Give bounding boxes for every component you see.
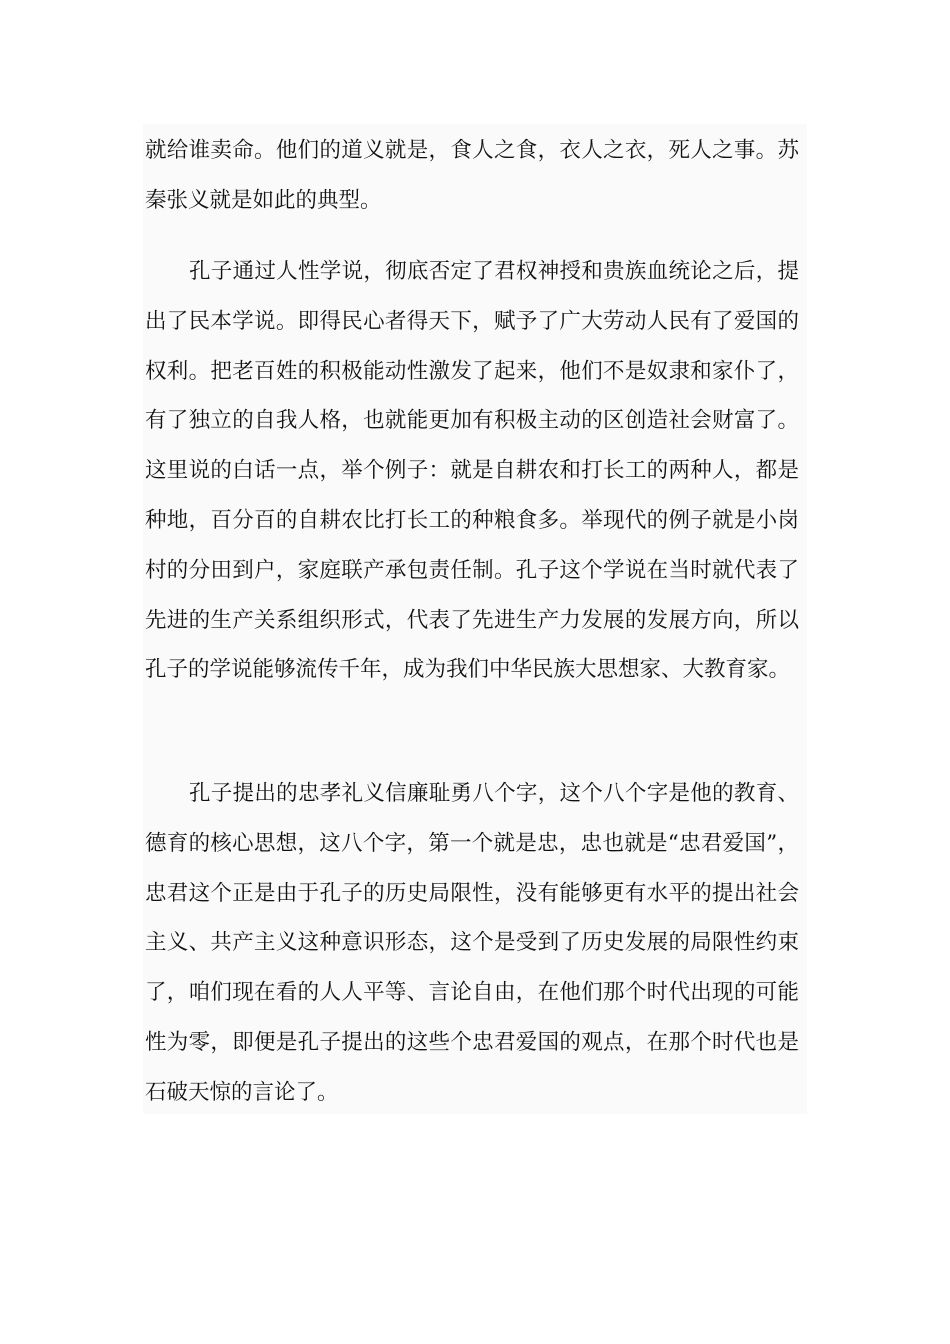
paragraph-1: 就给谁卖命。他们的道义就是，食人之食，衣人之衣，死人之事。苏秦张义就是如此的典型。 bbox=[145, 138, 799, 213]
paragraph-2: 孔子通过人性学说，彻底否定了君权神授和贵族血统论之后，提出了民本学说。即得民心者得天下，赋予了广大劳动人民有了爱国的权利。把老百姓的积极能动性激发了起来，他们不是奴隶和家仆了，有了独立的自我人格，也就能更加有积极主动的区创造社会财富了。这里说的白话一点，举个例子：就是自耕农和打长工的两种人，都是种地，百分百的自耕农比打长工的种粮食多。举现代的例子就是小岗村的分田到户，家庭联产承包责任制。孔子这个学说在当时就代表了先进的生产关系组织形式，代表了先进生产力发展的发展方向，所以孔子的学说能够流传千年，成为我们中华民族大思想家、大教育家。 bbox=[145, 259, 799, 683]
paragraph-3: 孔子提出的忠孝礼义信廉耻勇八个字，这个八个字是他的教育、德育的核心思想，这八个字，第一个就是忠，忠也就是“忠君爱国”，忠君这个正是由于孔子的历史局限性，没有能够更有水平的提出社会主义、共产主义这种意识形态，这个是受到了历史发展的局限性约束了，咱们现在看的人人平等、言论自由，在他们那个时代出现的可能性为零，即便是孔子提出的这些个忠君爱国的观点，在那个时代也是石破天惊的言论了。 bbox=[145, 781, 799, 1105]
document-body bbox=[143, 124, 807, 1114]
